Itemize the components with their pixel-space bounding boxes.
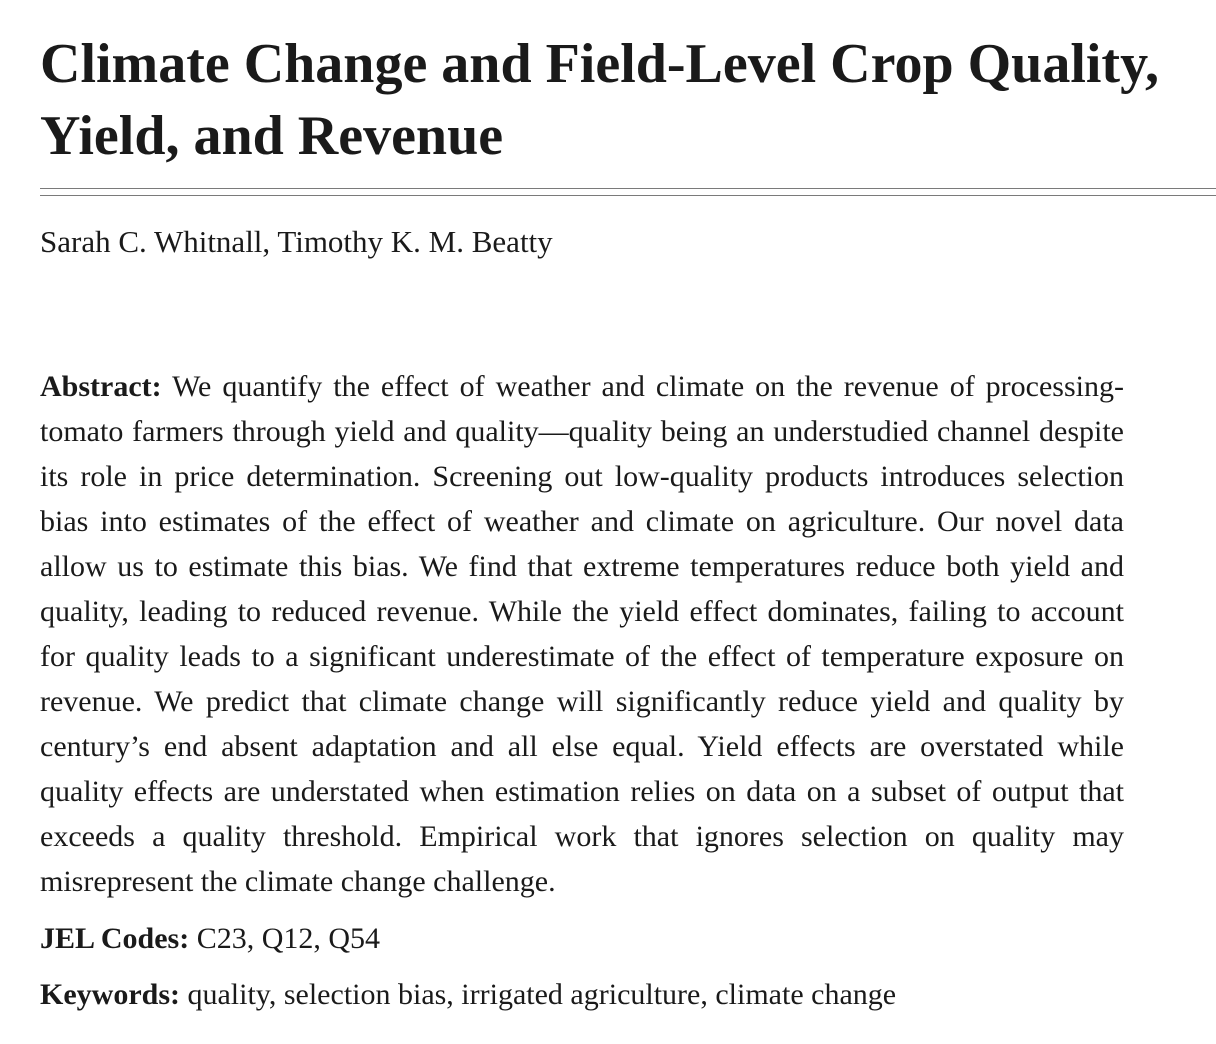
abstract-label: Abstract:	[40, 370, 162, 403]
author-list: Sarah C. Whitnall, Timothy K. M. Beatty	[40, 224, 553, 259]
keywords-label: Keywords:	[40, 978, 180, 1011]
paper-page	[40, 0, 1216, 1011]
title-divider	[40, 188, 1216, 196]
jel-codes	[40, 916, 380, 961]
abstract	[40, 364, 1124, 904]
title-line-1: Climate Change and Field-Level Crop Quality,	[40, 33, 1159, 95]
paper-title	[40, 0, 1216, 172]
jel-label: JEL Codes:	[40, 922, 190, 955]
jel-text: C23, Q12, Q54	[196, 922, 381, 955]
keywords	[40, 972, 896, 1017]
abstract-text: We quantify the effect of weather and climate on the revenue of processing-tomato farmers through yield and quality—quality being an understudied channel despite its role in price determination. Screening out low-quality products introduces selection bias into estimates of the effect of weather and climate on agriculture. Our novel data allow us to estimate this bias. We find that extreme temperatures reduce both yield and quality, leading to reduced revenue. While the yield effect dominates, failing to account for quality leads to a significant underestimate of the effect of temperature exposure on revenue. We predict that climate change will significantly reduce yield and quality by century’s end absent adaptation and all else equal. Yield effects are overstated while quality effects are understated when estimation relies on data on a subset of output that exceeds a quality threshold. Empirical work that ignores selection on quality may misrepresent the climate change challenge.	[40, 370, 1124, 898]
keywords-text: quality, selection bias, irrigated agriculture, climate change	[187, 978, 897, 1011]
title-line-2: Yield, and Revenue	[40, 105, 504, 167]
